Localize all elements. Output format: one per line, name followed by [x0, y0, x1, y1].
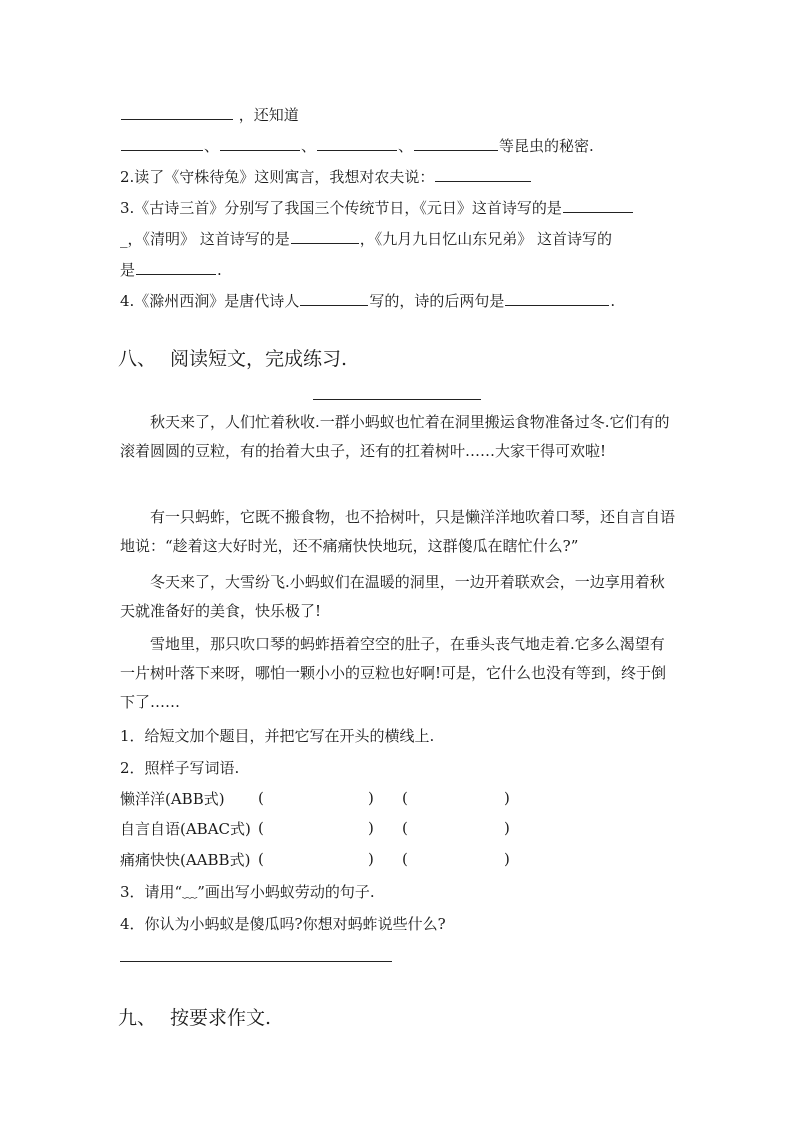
section-title: 按要求作文.	[170, 1007, 272, 1029]
question-text: 2.读了《守株待兔》这则寓言，我想对农夫说：	[120, 168, 435, 186]
title-blank-line[interactable]	[313, 399, 481, 400]
answer-blank[interactable]	[317, 135, 397, 151]
separator: 、	[204, 137, 220, 155]
paren-open: (	[402, 789, 408, 807]
passage-paragraph-4: 雪地里，那只吹口琴的蚂蚱捂着空空的肚子，在垂头丧气地走着.它多么渴望有一片树叶落下来呀，哪怕一颗小小的豆粒也好啊!可是，它什么也没有等到，终于倒下了……	[120, 635, 667, 711]
section-number: 八、	[118, 348, 157, 370]
paren-open: (	[258, 789, 264, 807]
question-4	[120, 290, 615, 311]
fill-line-2	[120, 135, 594, 156]
question-2	[120, 166, 532, 187]
question-text: _，《清明》 这首诗写的是	[120, 230, 290, 248]
fill-text: 等昆虫的秘密.	[499, 137, 594, 155]
answer-blank[interactable]	[414, 135, 498, 151]
section-number: 九、	[118, 1007, 157, 1029]
paren-close: )	[504, 850, 510, 868]
section-9-heading	[118, 1003, 271, 1030]
question-text: 写的，诗的后两句是	[369, 292, 505, 310]
question-text: 是	[120, 261, 136, 279]
reading-question-4: 4．你认为小蚂蚁是傻瓜吗?你想对蚂蚱说些什么?	[120, 915, 446, 933]
paren-open: (	[402, 850, 408, 868]
paren-close: )	[368, 819, 374, 837]
section-title: 阅读短文，完成练习.	[170, 348, 348, 370]
answer-blank[interactable]	[563, 197, 633, 213]
fill-line-1	[120, 104, 299, 125]
answer-blank[interactable]	[435, 166, 531, 182]
answer-blank[interactable]	[300, 290, 368, 306]
question-text: 3.《古诗三首》分别写了我国三个传统节日，《元日》这首诗写的是	[120, 199, 562, 217]
separator: 、	[398, 137, 414, 155]
question-3	[120, 197, 634, 218]
question-text: 4.《滁州西涧》是唐代诗人	[120, 292, 300, 310]
answer-blank[interactable]	[220, 135, 300, 151]
paren-close: )	[504, 819, 510, 837]
reading-question-3: 3．请用“﹏”画出写小蚂蚁劳动的句子.	[120, 883, 375, 901]
answer-blank[interactable]	[291, 228, 359, 244]
answer-line[interactable]	[120, 961, 392, 962]
paren-open: (	[258, 819, 264, 837]
passage-paragraph-2: 有一只蚂蚱，它既不搬食物，也不拾树叶，只是懒洋洋地吹着口琴，还自言自语地说：“趁着这大好时光，还不痛痛快快地玩，这群傻瓜在瞎忙什么?”	[120, 508, 676, 555]
fill-text: ，还知道	[238, 106, 299, 124]
reading-question-1: 1．给短文加个题目，并把它写在开头的横线上.	[120, 727, 435, 745]
question-3-end	[120, 259, 222, 280]
paren-open: (	[402, 819, 408, 837]
paren-close: )	[368, 850, 374, 868]
answer-blank[interactable]	[136, 259, 216, 275]
answer-blank[interactable]	[121, 104, 233, 120]
paren-close: )	[504, 789, 510, 807]
answer-blank[interactable]	[121, 135, 203, 151]
separator: 、	[301, 137, 317, 155]
question-text: .	[610, 292, 616, 310]
word-row-label: 自言自语(ABAC式)	[120, 820, 251, 838]
reading-question-2: 2．照样子写词语.	[120, 759, 240, 777]
word-row-label: 懒洋洋(ABB式)	[120, 790, 225, 808]
question-3-cont	[120, 228, 612, 249]
passage-paragraph-3: 冬天来了，大雪纷飞.小蚂蚁们在温暖的洞里，一边开着联欢会，一边享用着秋天就准备好的美食，快乐极了!	[120, 573, 665, 620]
section-8-heading	[118, 344, 347, 371]
paren-open: (	[258, 850, 264, 868]
word-row-label: 痛痛快快(AABB式)	[120, 851, 251, 869]
paren-close: )	[368, 789, 374, 807]
question-text: ，《九月九日忆山东兄弟》 这首诗写的	[359, 230, 613, 248]
question-text: .	[217, 261, 222, 279]
passage-paragraph-1: 秋天来了，人们忙着秋收.一群小蚂蚁也忙着在洞里搬运食物准备过冬.它们有的滚着圆圆的豆粒，有的抬着大虫子，还有的扛着树叶……大家干得可欢啦!	[120, 413, 670, 460]
answer-blank[interactable]	[505, 290, 609, 306]
